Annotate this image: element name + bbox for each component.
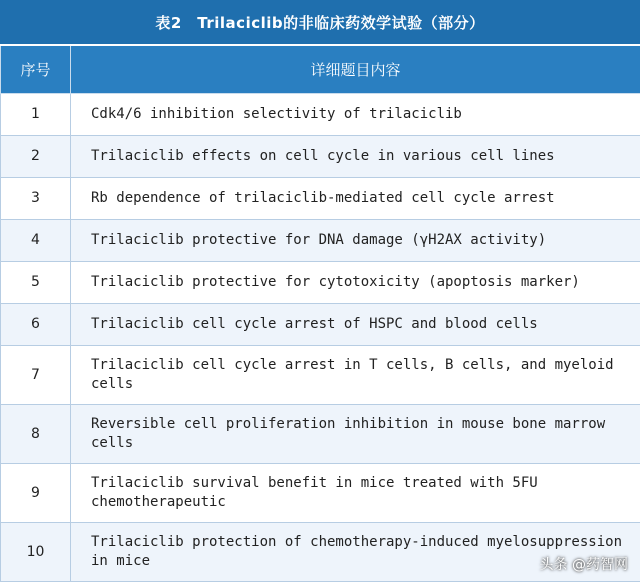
header-serial-number: 序号	[1, 45, 71, 94]
watermark-text: 头条 @药智网	[539, 557, 628, 573]
row-number: 10	[1, 523, 71, 582]
row-number: 2	[1, 136, 71, 178]
header-description: 详细题目内容	[71, 45, 640, 94]
assay-table	[0, 44, 640, 582]
row-number: 3	[1, 178, 71, 220]
row-description: Trilaciclib protective for DNA damage (γH2AX activity)	[71, 220, 640, 262]
row-description: Trilaciclib protective for cytotoxicity (apoptosis marker)	[71, 262, 640, 304]
row-number: 8	[1, 405, 71, 464]
table-row	[1, 405, 640, 464]
table-row	[1, 464, 640, 523]
row-description: Trilaciclib survival benefit in mice treated with 5FU chemotherapeutic	[71, 464, 640, 523]
row-description: Rb dependence of trilaciclib-mediated cell cycle arrest	[71, 178, 640, 220]
row-description: Cdk4/6 inhibition selectivity of trilaciclib	[71, 94, 640, 136]
row-description: Trilaciclib cell cycle arrest of HSPC and blood cells	[71, 304, 640, 346]
row-number: 7	[1, 346, 71, 405]
table-row	[1, 220, 640, 262]
table-title: 表2 Trilaciclib的非临床药效学试验（部分）	[0, 0, 640, 44]
row-description: Trilaciclib protection of chemotherapy-induced myelosuppression in mice	[71, 523, 640, 582]
row-number: 4	[1, 220, 71, 262]
row-number: 5	[1, 262, 71, 304]
table-row	[1, 178, 640, 220]
table-row	[1, 136, 640, 178]
row-number: 6	[1, 304, 71, 346]
table-row	[1, 94, 640, 136]
table-header-row	[1, 45, 640, 94]
row-number: 9	[1, 464, 71, 523]
row-number: 1	[1, 94, 71, 136]
row-description: Reversible cell proliferation inhibition in mouse bone marrow cells	[71, 405, 640, 464]
row-description: Trilaciclib cell cycle arrest in T cells, B cells, and myeloid cells	[71, 346, 640, 405]
table-row	[1, 304, 640, 346]
table-row	[1, 262, 640, 304]
source-watermark	[540, 554, 628, 574]
table-row	[1, 346, 640, 405]
row-description: Trilaciclib effects on cell cycle in various cell lines	[71, 136, 640, 178]
